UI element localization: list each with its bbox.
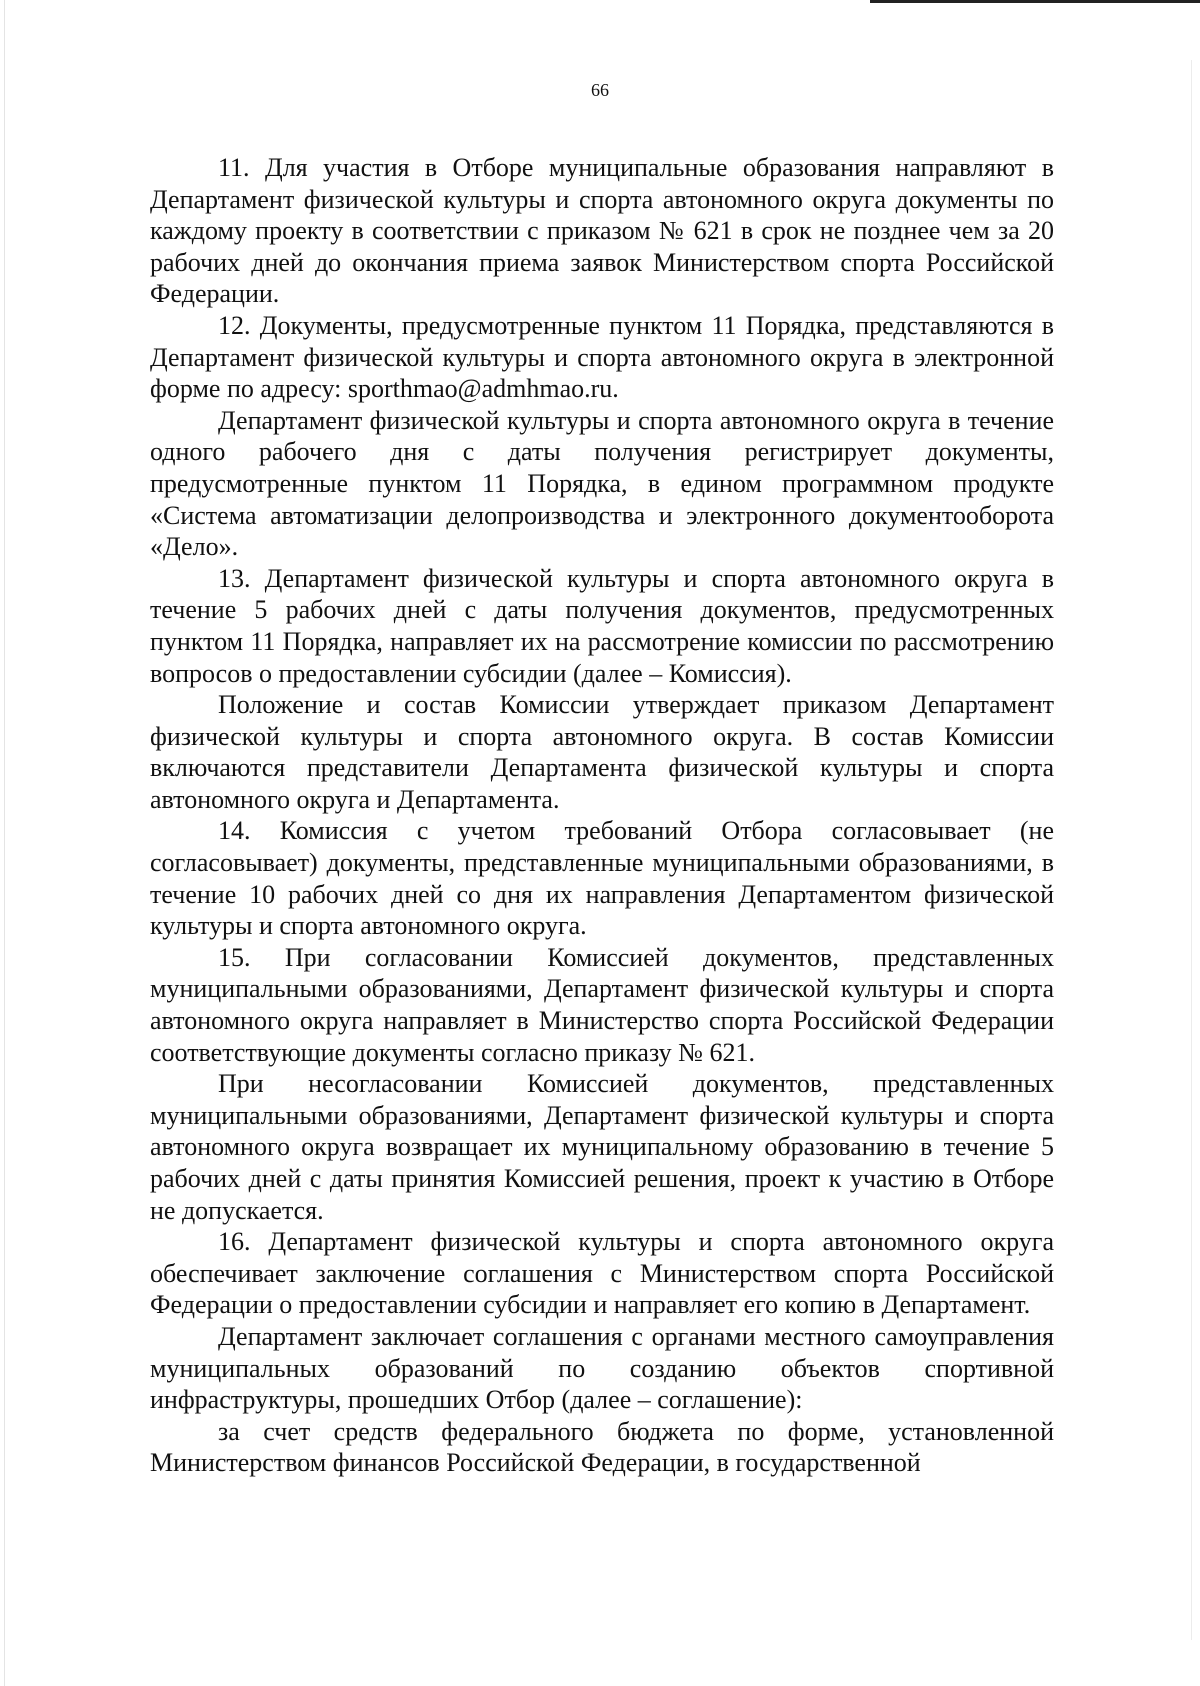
- scan-edge-right: [1191, 60, 1192, 1640]
- paragraph-11: 11. Для участия в Отборе муниципальные образования направляют в Департамент физической культуры и спорта автономного округа документы по каждому проекту в соответствии с приказом № 621 в срок не позднее чем за 20 рабочих дней до окончания приема заявок Министерством спорта Российской Федерации.: [150, 153, 1054, 309]
- paragraph-16-federal-budget: за счет средств федерального бюджета по форме, установленной Министерством финансов Российской Федерации, в государственной: [150, 1416, 1054, 1478]
- paragraph-12-registration: Департамент физической культуры и спорта автономного округа в течение одного рабочего дня с даты получения регистрирует документы, предусмотренные пунктом 11 Порядка, в едином программном продукте «Система автоматизации делопроизводства и электронного документооборота «Дело».: [150, 405, 1054, 562]
- paragraph-16: 16. Департамент физической культуры и спорта автономного округа обеспечивает заключение соглашения с Министерством спорта Российской Федерации о предоставлении субсидии и направляет его копию в Департамент.: [150, 1227, 1054, 1320]
- paragraph-13-commission: Положение и состав Комиссии утверждает приказом Департамент физической культуры и спорта автономного округа. В состав Комиссии включаются представители Департамента физической культуры и спорта автономного округа и Департамента.: [150, 690, 1054, 814]
- paragraph-16-agreements: Департамент заключает соглашения с органами местного самоуправления муниципальных образований по созданию объектов спортивной инфраструктуры, прошедших Отбор (далее – соглашение):: [150, 1321, 1054, 1415]
- page-number: 66: [591, 80, 609, 100]
- paragraph-15: 15. При согласовании Комиссией документов, представленных муниципальными образованиями, Департамент физической культуры и спорта автономного округа направляет в Министерство спорта Российской Федерации соответствующие документы согласно приказу № 621.: [150, 942, 1054, 1067]
- paragraph-13: 13. Департамент физической культуры и спорта автономного округа в течение 5 рабочих дней с даты получения документов, предусмотренных пунктом 11 Порядка, направляет их на рассмотрение комиссии по рассмотрению вопросов о предоставлении субсидии (далее – Комиссия).: [150, 563, 1054, 688]
- scan-edge-top: [870, 0, 1200, 3]
- document-body: [150, 152, 1054, 1479]
- paragraph-15-rejection: При несогласовании Комиссией документов, представленных муниципальными образованиями, Департамент физической культуры и спорта автономного округа возвращает их муниципальному образованию в течение 5 рабочих дней с даты принятия Комиссией решения, проект к участию в Отборе не допускается.: [150, 1069, 1054, 1225]
- paragraph-12: 12. Документы, предусмотренные пунктом 11 Порядка, представляются в Департамент физической культуры и спорта автономного округа в электронной форме по адресу: sporthmao@admhmao.ru.: [150, 310, 1054, 404]
- scan-edge-left: [4, 0, 5, 1686]
- paragraph-14: 14. Комиссия с учетом требований Отбора согласовывает (не согласовывает) документы, представленные муниципальными образованиями, в течение 10 рабочих дней со дня их направления Департаментом физической культуры и спорта автономного округа.: [150, 816, 1054, 941]
